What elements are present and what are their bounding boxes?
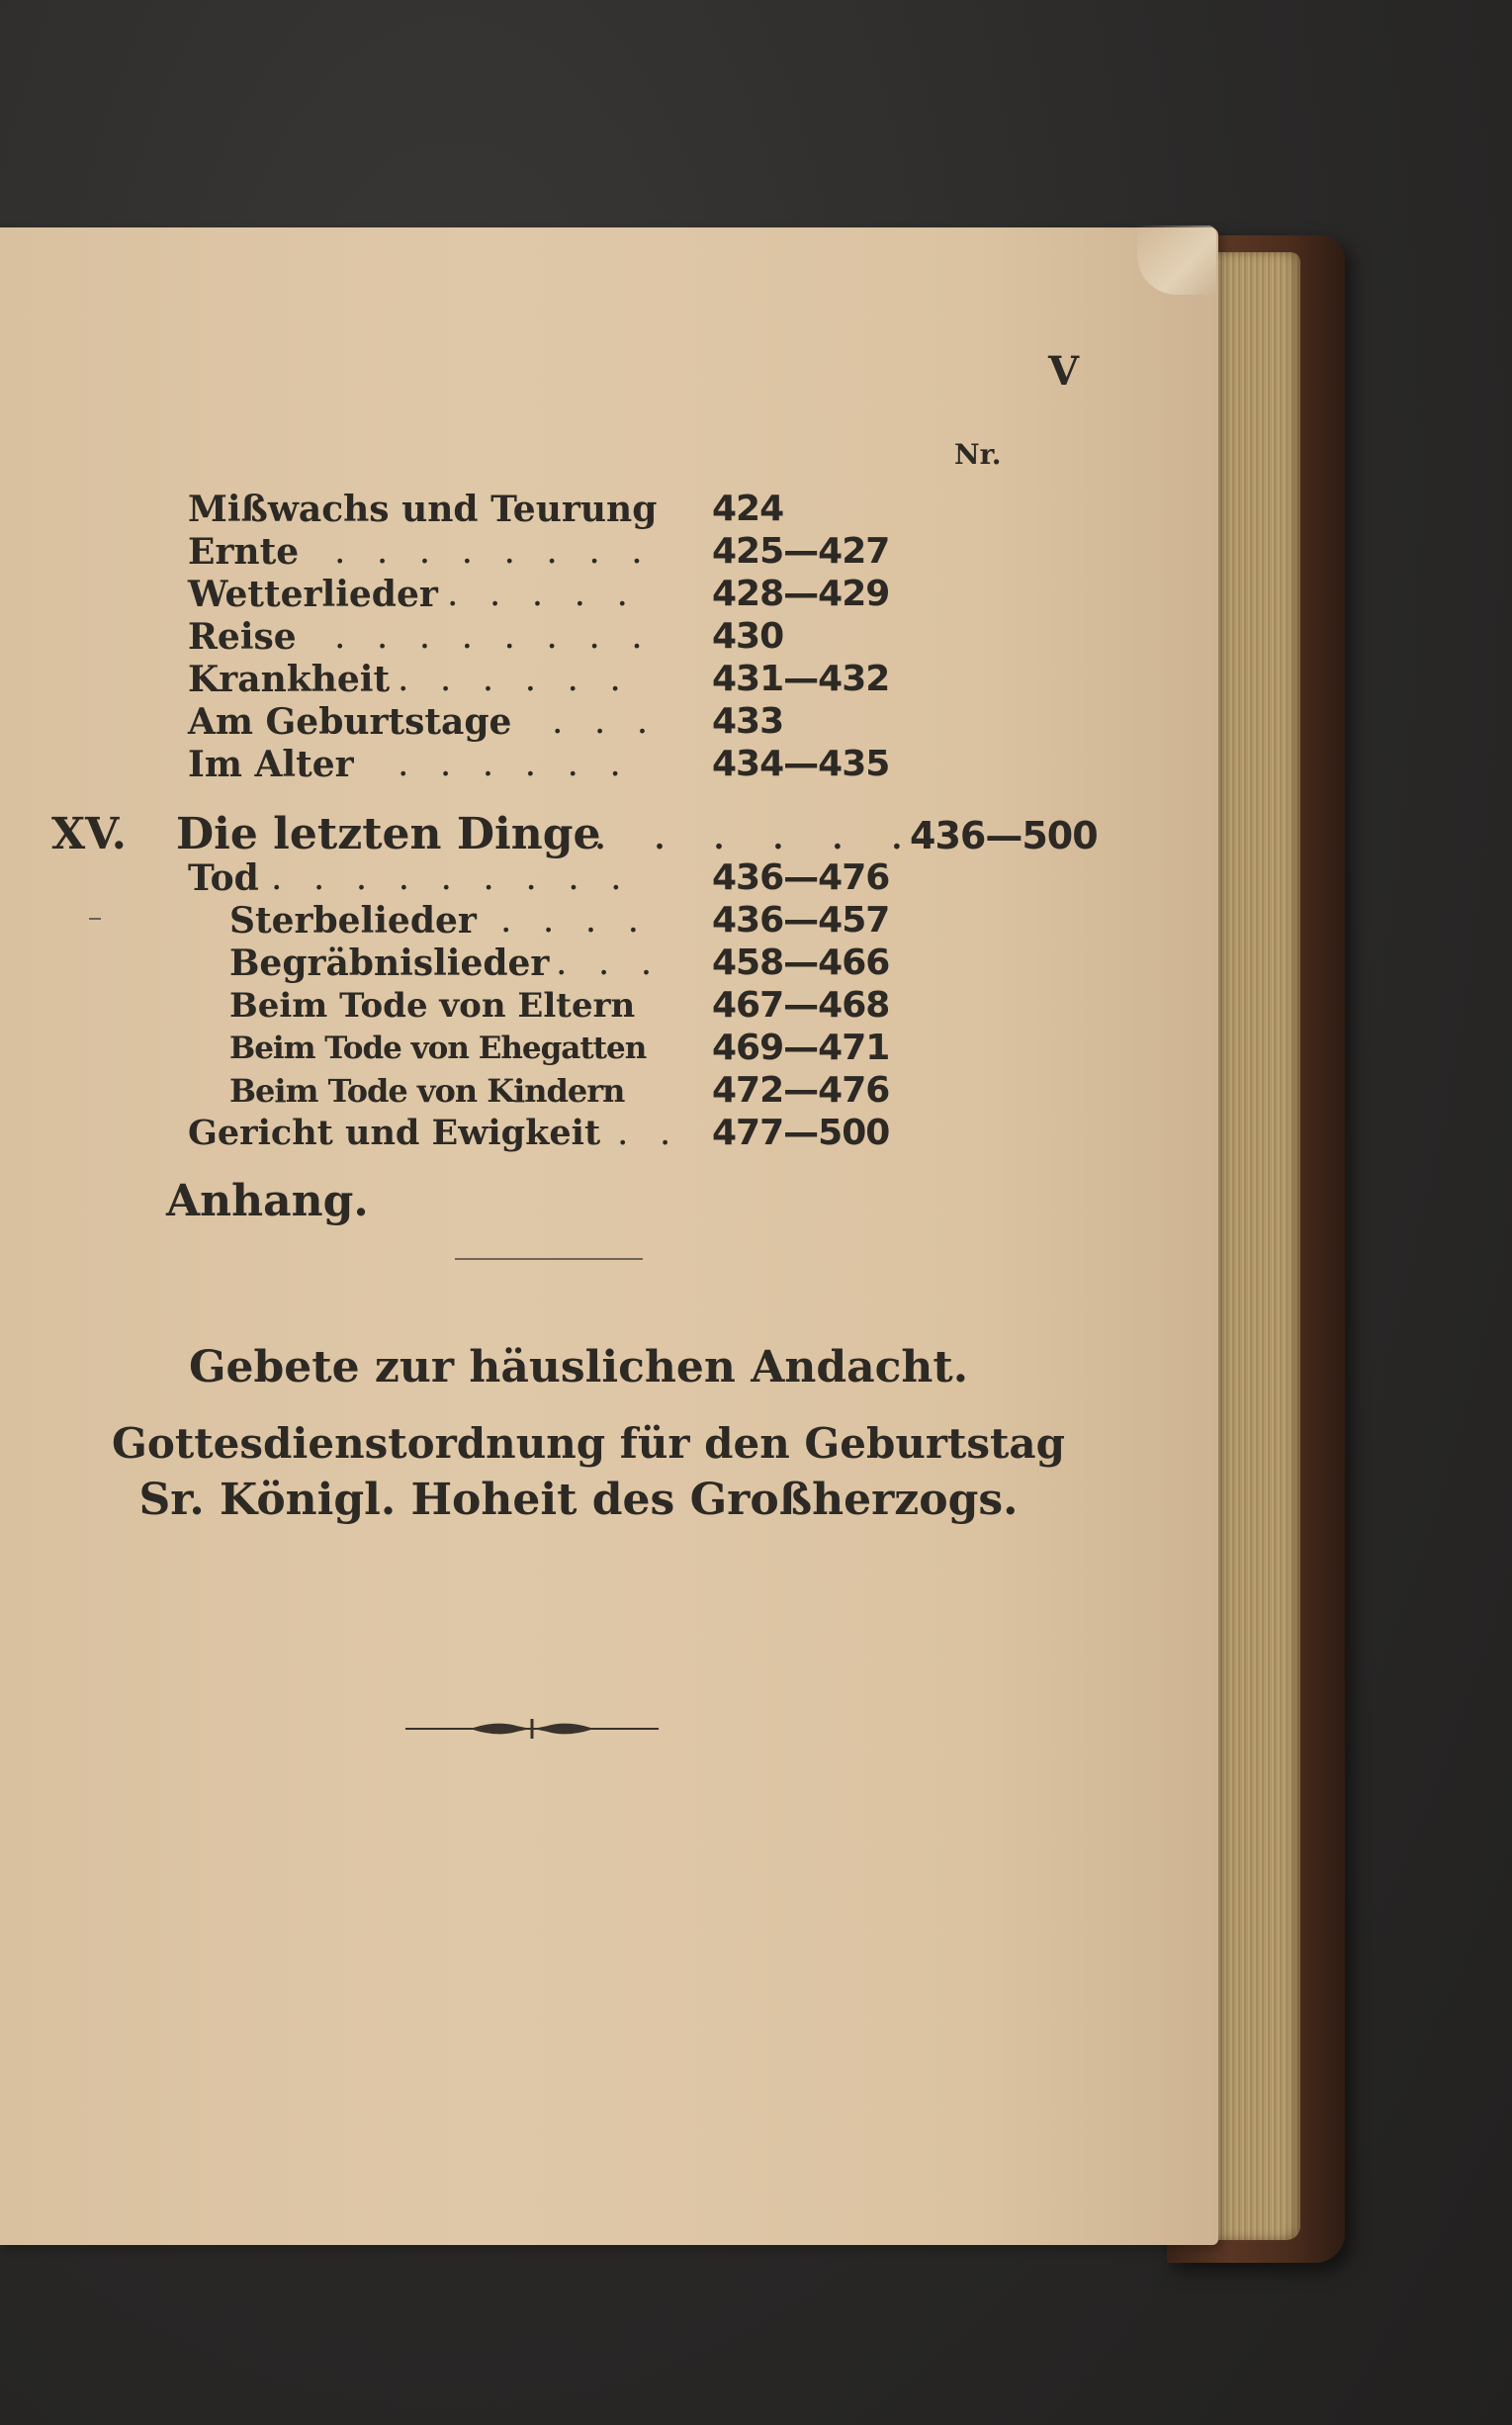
toc-entry-dots: . .	[617, 1113, 681, 1153]
toc-entry-title: Tod	[188, 857, 259, 899]
toc-entry-number: 428—429	[712, 574, 890, 614]
toc-entry-number: 477—500	[712, 1113, 890, 1153]
toc-entry-title: Im Alter	[188, 744, 354, 785]
toc-entry-dots: . . . .	[500, 900, 650, 941]
toc-entry-dots: . . . . . .	[398, 744, 631, 784]
toc-entry-dots: . . .	[552, 701, 659, 742]
toc-entry-number: 434—435	[712, 744, 890, 784]
toc-entry-number: 467—468	[712, 985, 890, 1026]
appendix-item: Gebete zur häuslichen Andacht.	[188, 1342, 969, 1392]
page-numeral: V	[1048, 348, 1080, 395]
toc-entry-dots: . . . . .	[447, 574, 638, 614]
toc-entry-title: Reise	[188, 616, 297, 658]
toc-entry-number: 458—466	[712, 943, 890, 983]
toc-entry-number: 425—427	[712, 531, 890, 572]
toc-entry	[188, 532, 900, 572]
chapter-title: Die letzten Dinge	[176, 809, 601, 859]
toc-entry	[188, 617, 900, 657]
toc-entry	[188, 702, 900, 742]
appendix-item: Sr. Königl. Hoheit des Großherzogs.	[138, 1475, 1019, 1525]
toc-entry-number: 472—476	[712, 1070, 890, 1111]
page-edges	[1211, 252, 1300, 2240]
toc-entry-dots: . . . . . .	[398, 659, 631, 699]
toc-entry-title: Sterbelieder	[229, 900, 477, 942]
toc-entry	[188, 745, 900, 784]
appendix-heading: Anhang.	[166, 1176, 369, 1226]
toc-entry-dots: . . . . . . . .	[334, 616, 653, 657]
chapter-number-range: 436—500	[910, 814, 1098, 857]
toc-entry	[188, 1071, 900, 1111]
toc-entry-title: Beim Tode von Ehegatten	[229, 1031, 647, 1066]
toc-entry-title: Krankheit	[188, 659, 391, 700]
toc-entry-dots: . . . . . . . .	[334, 531, 653, 572]
toc-entry	[188, 858, 900, 898]
toc-entry	[188, 490, 900, 529]
toc-entry-title: Gericht und Ewigkeit	[188, 1113, 601, 1153]
toc-entry-dots: . . .	[556, 943, 663, 983]
number-column-heading: Nr.	[954, 438, 1002, 471]
toc-entry-number: 430	[712, 616, 784, 657]
toc-entry	[188, 575, 900, 614]
toc-entry-number: 433	[712, 701, 784, 742]
margin-mark	[89, 918, 101, 920]
toc-entry-title: Begräbnislieder	[229, 943, 550, 984]
toc-entry-title: Beim Tode von Kindern	[229, 1072, 625, 1110]
toc-entry-number: 436—476	[712, 857, 890, 898]
ornament-divider-icon	[403, 1709, 661, 1749]
toc-entry-number: 436—457	[712, 900, 890, 941]
toc-entry-number: 469—471	[712, 1028, 890, 1068]
toc-entry	[188, 660, 900, 699]
toc-entry	[188, 1029, 900, 1068]
toc-entry-title: Wetterlieder	[188, 574, 438, 615]
toc-entry-title: Beim Tode von Eltern	[229, 986, 636, 1026]
appendix-item: Gottesdienstordnung für den Geburtstag	[111, 1419, 1066, 1468]
page-corner	[1137, 225, 1216, 295]
toc-entry	[188, 986, 900, 1026]
toc-entry-title: Mißwachs und Teurung	[188, 489, 658, 530]
chapter-number: XV.	[51, 809, 127, 859]
toc-entry-title: Am Geburtstage	[188, 701, 512, 743]
toc-entry-title: Ernte	[188, 531, 300, 573]
toc-entry	[188, 901, 900, 941]
book-page	[0, 227, 1218, 2245]
section-divider	[455, 1258, 643, 1260]
toc-entry-number: 431—432	[712, 659, 890, 699]
toc-entry-dots: . . . . . . . . .	[271, 857, 632, 898]
toc-entry	[188, 943, 900, 983]
toc-entry	[188, 1114, 900, 1153]
toc-entry-number: 424	[712, 489, 784, 529]
chapter-dots: . . . . . .	[593, 809, 920, 859]
